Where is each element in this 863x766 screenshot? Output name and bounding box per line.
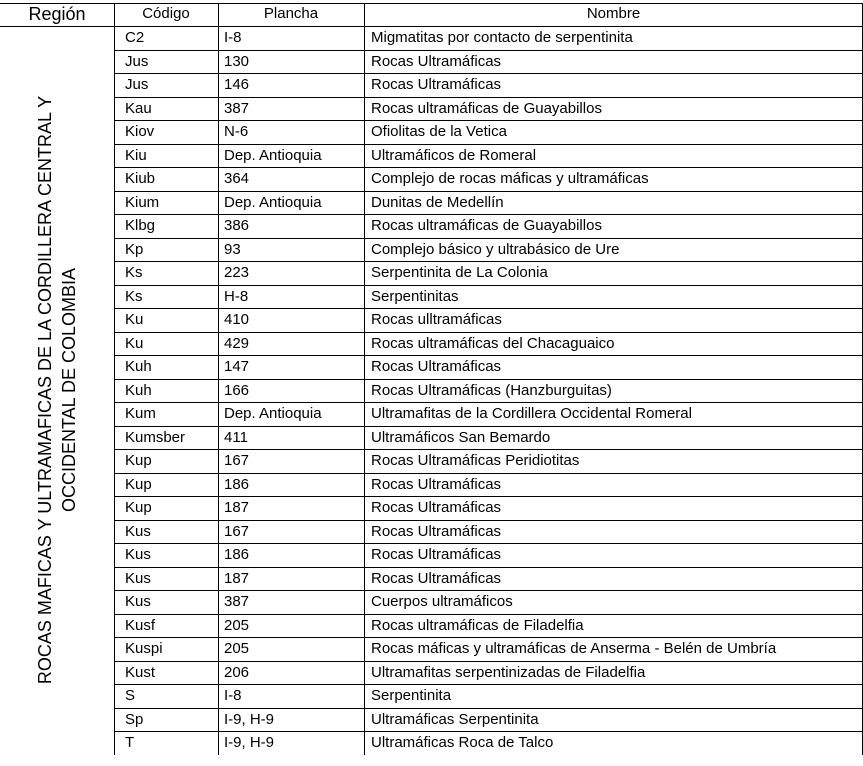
cell-nombre: Rocas máficas y ultramáficas de Anserma - Belén de Umbría <box>371 640 777 657</box>
row-divider <box>114 285 863 286</box>
cell-plancha: Dep. Antioquia <box>224 405 322 422</box>
cell-plancha: 364 <box>224 170 250 187</box>
row-divider <box>114 191 863 192</box>
cell-plancha: 411 <box>224 429 248 446</box>
cell-codigo: Kup <box>125 476 152 493</box>
row-divider <box>114 520 863 521</box>
row-divider <box>114 708 863 709</box>
cell-plancha: 223 <box>224 264 250 281</box>
cell-codigo: Kus <box>125 593 151 610</box>
cell-codigo: Jus <box>125 53 149 70</box>
cell-nombre: Complejo de rocas máficas y ultramáficas <box>371 170 649 187</box>
row-divider <box>114 355 863 356</box>
cell-codigo: Ku <box>125 311 144 328</box>
row-divider <box>114 50 863 51</box>
cell-nombre: Dunitas de Medellín <box>371 194 504 211</box>
row-divider <box>0 3 863 4</box>
cell-plancha: I-8 <box>224 29 242 46</box>
cell-codigo: Jus <box>125 76 149 93</box>
cell-nombre: Rocas ultramáficas del Chacaguaico <box>371 335 615 352</box>
row-divider <box>114 167 863 168</box>
cell-plancha: 205 <box>224 617 250 634</box>
cell-nombre: Ultramáficos de Romeral <box>371 147 537 164</box>
cell-codigo: S <box>125 687 136 704</box>
cell-plancha: 93 <box>224 241 241 258</box>
cell-codigo: Kust <box>125 664 156 681</box>
cell-plancha: 429 <box>224 335 250 352</box>
cell-plancha: 386 <box>224 217 250 234</box>
header-region: Región <box>28 4 86 24</box>
row-divider <box>114 543 863 544</box>
region-label-line-1: ROCAS MAFICAS Y ULTRAMAFICAS DE LA CORDILLERA CENTRAL Y <box>35 95 55 685</box>
header-nombre: Nombre <box>586 5 641 22</box>
cell-nombre: Rocas Ultramáficas <box>371 76 502 93</box>
cell-codigo: Kum <box>125 405 156 422</box>
cell-plancha: 186 <box>224 546 250 563</box>
cell-nombre: Rocas Ultramáficas <box>371 476 502 493</box>
cell-codigo: Kus <box>125 546 151 563</box>
row-divider <box>114 238 863 239</box>
header-codigo: Código <box>142 5 190 22</box>
row-divider <box>114 449 863 450</box>
cell-plancha: 166 <box>224 382 250 399</box>
cell-codigo: Kup <box>125 452 152 469</box>
row-divider <box>114 661 863 662</box>
cell-nombre: Rocas ultramáficas de Guayabillos <box>371 217 602 234</box>
cell-nombre: Rocas Ultramáficas <box>371 546 502 563</box>
cell-nombre: Rocas ultramáficas de Filadelfia <box>371 617 584 634</box>
cell-nombre: Rocas ultramáficas de Guayabillos <box>371 100 602 117</box>
row-divider <box>114 261 863 262</box>
cell-plancha: 205 <box>224 640 250 657</box>
cell-plancha: 186 <box>224 476 250 493</box>
row-divider <box>114 73 863 74</box>
region-label-line-2: OCCIDENTAL DE COLOMBIA <box>59 267 79 513</box>
cell-plancha: 387 <box>224 593 250 610</box>
cell-nombre: Migmatitas por contacto de serpentinita <box>371 29 633 46</box>
cell-codigo: Kusf <box>125 617 156 634</box>
cell-codigo: Kumsber <box>125 429 186 446</box>
cell-codigo: T <box>125 734 135 751</box>
cell-codigo: Kp <box>125 241 144 258</box>
cell-nombre: Rocas Ultramáficas Peridiotitas <box>371 452 580 469</box>
row-divider <box>114 614 863 615</box>
cell-nombre: Complejo básico y ultrabásico de Ure <box>371 241 620 258</box>
cell-plancha: I-8 <box>224 687 242 704</box>
cell-plancha: 187 <box>224 499 250 516</box>
cell-nombre: Serpentinita de La Colonia <box>371 264 548 281</box>
cell-nombre: Rocas Ultramáficas <box>371 523 502 540</box>
row-divider <box>114 684 863 685</box>
cell-codigo: Kup <box>125 499 152 516</box>
cell-plancha: 167 <box>224 523 250 540</box>
cell-nombre: Rocas Ultramáficas <box>371 570 502 587</box>
cell-codigo: Kiub <box>125 170 156 187</box>
row-divider <box>114 473 863 474</box>
cell-nombre: Rocas ulltramáficas <box>371 311 502 328</box>
row-divider <box>114 144 863 145</box>
row-divider <box>114 590 863 591</box>
cell-codigo: Kuspi <box>125 640 163 657</box>
cell-plancha: I-9, H-9 <box>224 734 275 751</box>
row-divider <box>114 496 863 497</box>
cell-nombre: Rocas Ultramáficas <box>371 499 502 516</box>
row-divider <box>114 214 863 215</box>
cell-codigo: Kau <box>125 100 152 117</box>
cell-codigo: C2 <box>125 29 145 46</box>
cell-nombre: Ultramafitas de la Cordillera Occidental Romeral <box>371 405 692 422</box>
cell-codigo: Kiov <box>125 123 155 140</box>
cell-codigo: Kuh <box>125 382 152 399</box>
header-plancha: Plancha <box>263 5 319 22</box>
cell-nombre: Ultramáficas Roca de Talco <box>371 734 554 751</box>
cell-plancha: 187 <box>224 570 250 587</box>
cell-codigo: Kus <box>125 570 151 587</box>
row-divider <box>114 402 863 403</box>
region-label <box>33 50 81 730</box>
column-divider <box>364 3 365 755</box>
cell-plancha: I-9, H-9 <box>224 711 275 728</box>
row-divider <box>114 332 863 333</box>
cell-codigo: Ks <box>125 264 143 281</box>
cell-plancha: Dep. Antioquia <box>224 147 322 164</box>
cell-plancha: N-6 <box>224 123 249 140</box>
cell-plancha: H-8 <box>224 288 249 305</box>
cell-codigo: Klbg <box>125 217 156 234</box>
row-divider <box>114 731 863 732</box>
cell-codigo: Ku <box>125 335 144 352</box>
row-divider <box>114 97 863 98</box>
cell-plancha: 147 <box>224 358 250 375</box>
cell-codigo: Kuh <box>125 358 152 375</box>
cell-plancha: 410 <box>224 311 250 328</box>
column-divider <box>218 3 219 755</box>
cell-plancha: 130 <box>224 53 250 70</box>
row-divider <box>114 308 863 309</box>
cell-codigo: Sp <box>125 711 144 728</box>
cell-plancha: 387 <box>224 100 250 117</box>
cell-nombre: Ultramáficas Serpentinita <box>371 711 539 728</box>
row-divider <box>0 26 863 27</box>
cell-nombre: Rocas Ultramáficas <box>371 53 502 70</box>
row-divider <box>114 426 863 427</box>
cell-nombre: Cuerpos ultramáficos <box>371 593 513 610</box>
cell-nombre: Rocas Ultramáficas <box>371 358 502 375</box>
column-divider <box>114 3 115 755</box>
cell-nombre: Serpentinita <box>371 687 452 704</box>
row-divider <box>114 379 863 380</box>
row-divider <box>114 120 863 121</box>
row-divider <box>114 567 863 568</box>
cell-plancha: Dep. Antioquia <box>224 194 322 211</box>
cell-plancha: 146 <box>224 76 250 93</box>
cell-nombre: Rocas Ultramáficas (Hanzburguitas) <box>371 382 612 399</box>
row-divider <box>114 637 863 638</box>
cell-nombre: Ultramáficos San Bemardo <box>371 429 551 446</box>
cell-plancha: 167 <box>224 452 250 469</box>
cell-codigo: Kus <box>125 523 151 540</box>
cell-nombre: Ofiolitas de la Vetica <box>371 123 507 140</box>
cell-nombre: Serpentinitas <box>371 288 459 305</box>
cell-plancha: 206 <box>224 664 250 681</box>
cell-codigo: Kiu <box>125 147 147 164</box>
cell-nombre: Ultramafitas serpentinizadas de Filadelfia <box>371 664 646 681</box>
cell-codigo: Ks <box>125 288 143 305</box>
cell-codigo: Kium <box>125 194 160 211</box>
